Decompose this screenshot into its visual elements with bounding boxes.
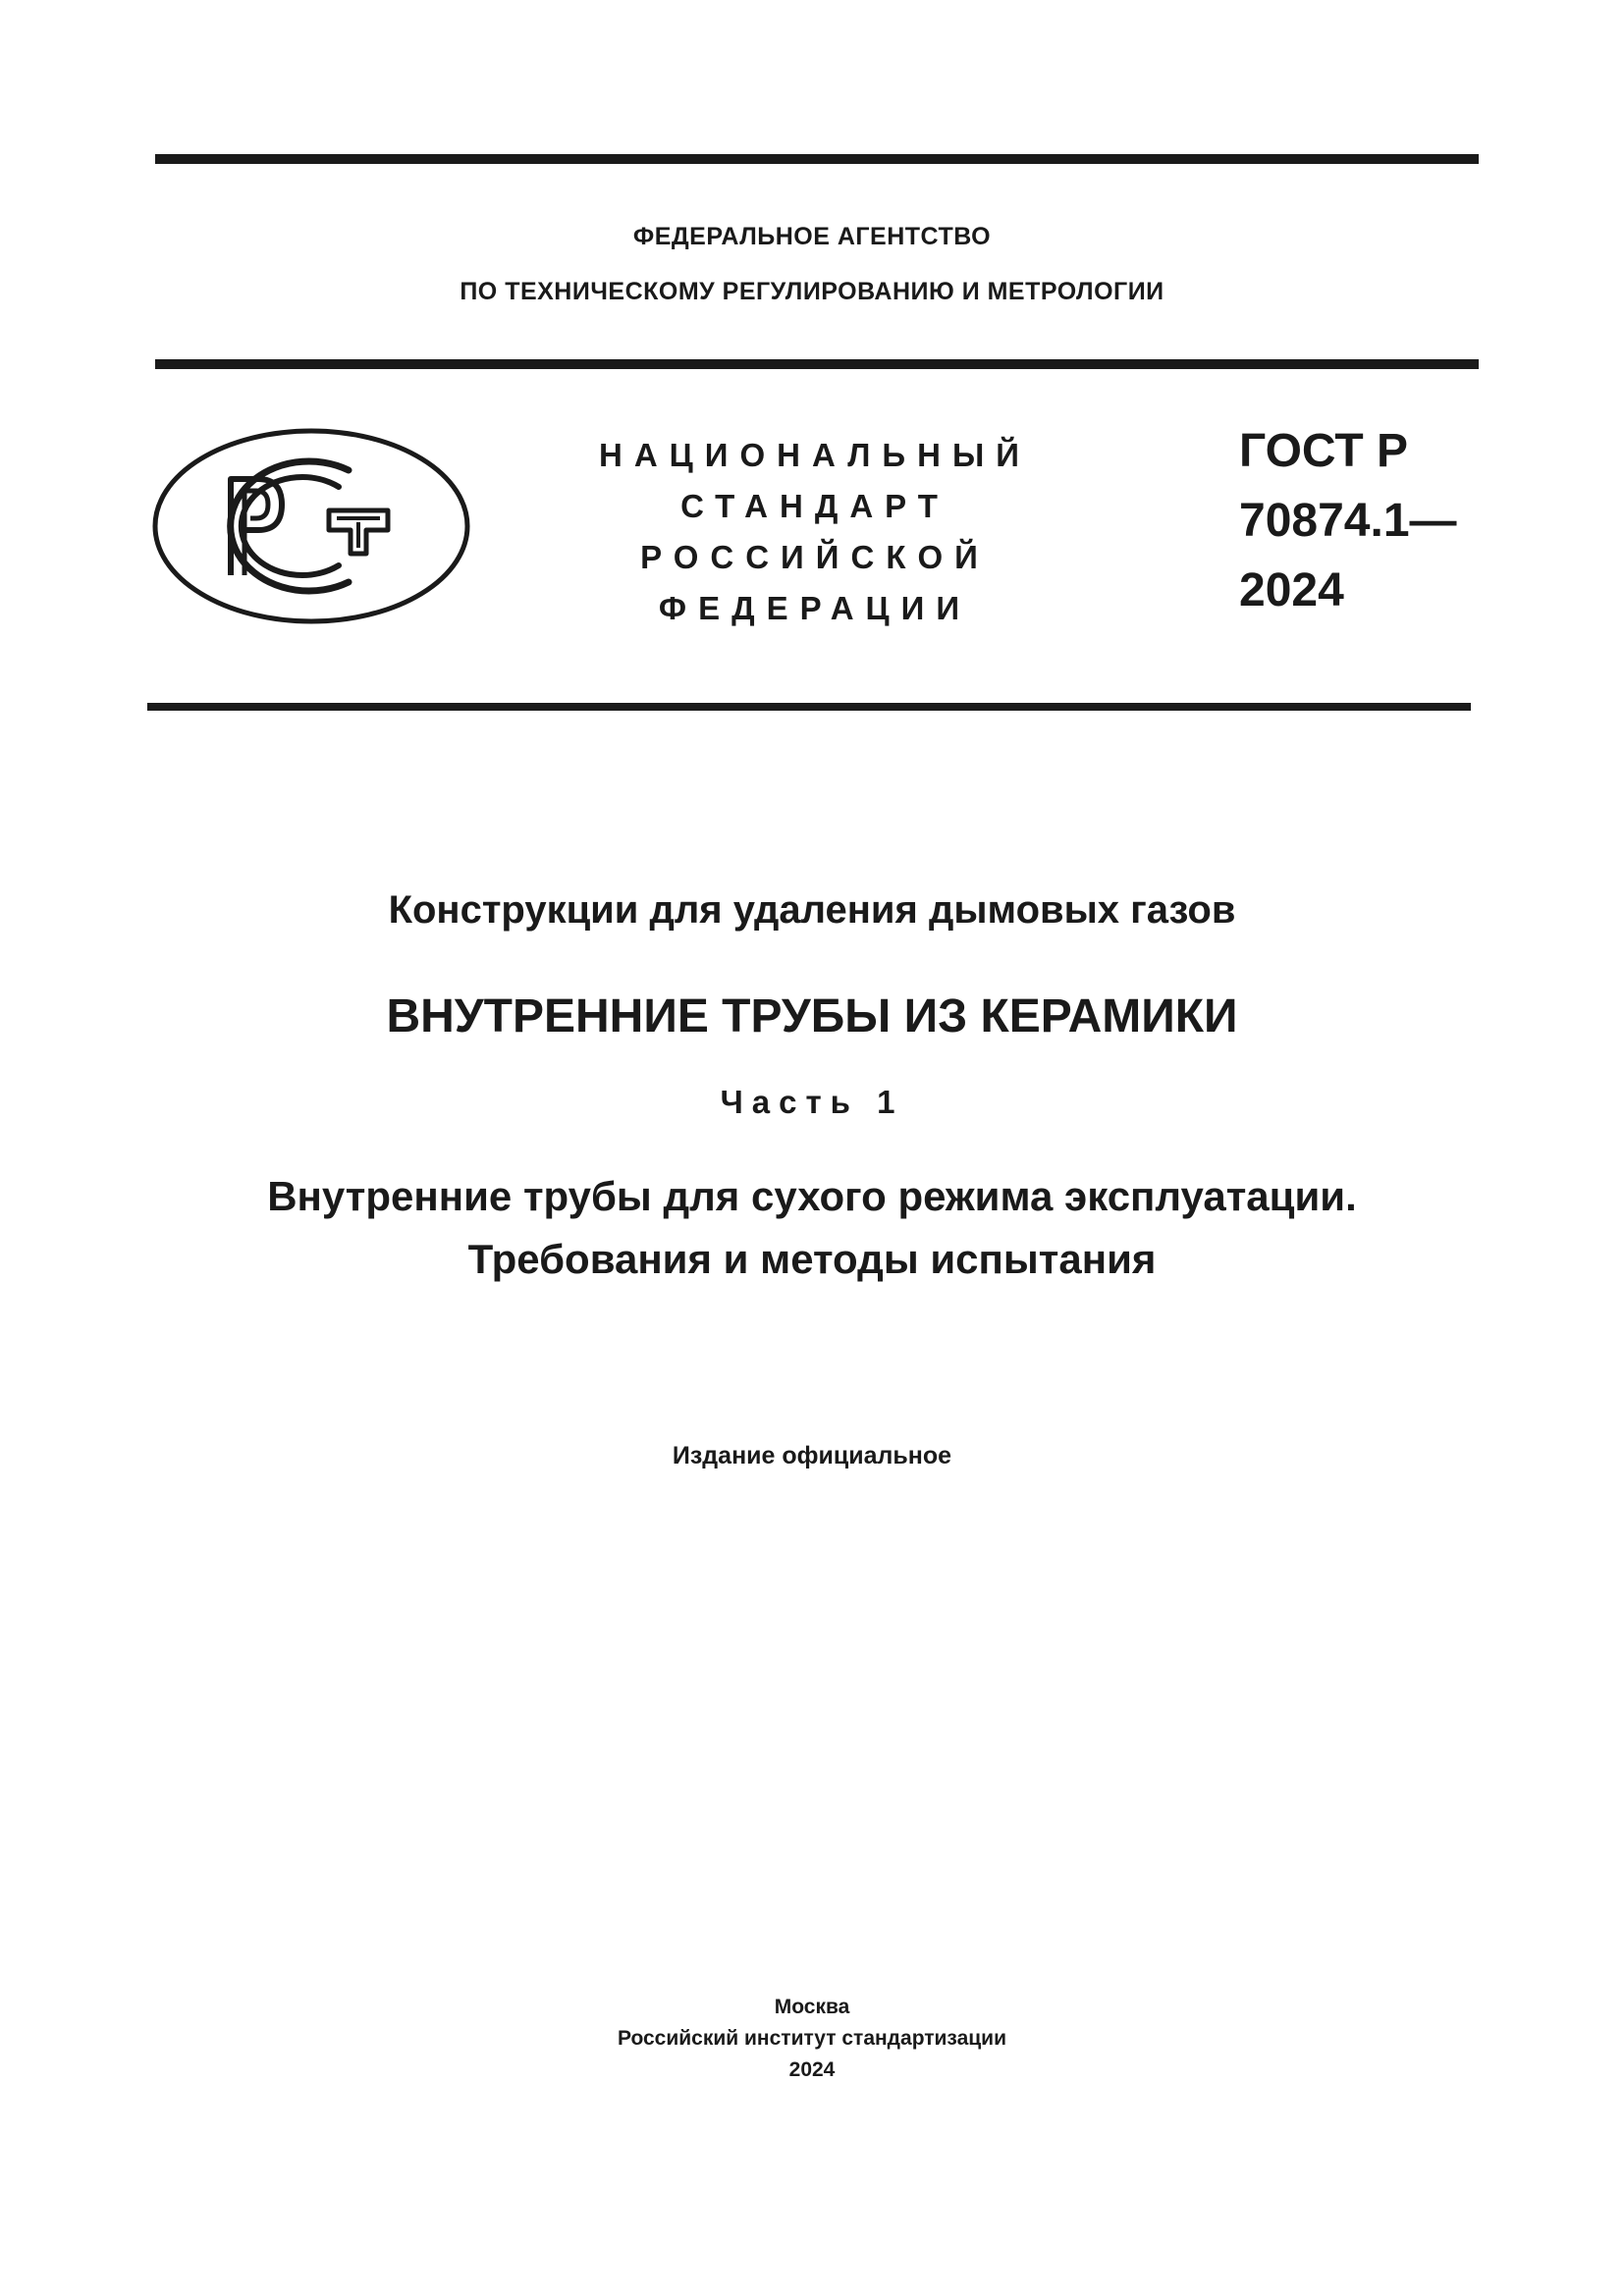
designation-line-1: ГОСТ Р bbox=[1239, 425, 1409, 477]
designation-line-2: 70874.1— bbox=[1239, 495, 1457, 547]
publisher-institute: Российский институт стандартизации bbox=[617, 2027, 1007, 2050]
title-main: ВНУТРЕННИЕ ТРУБЫ ИЗ КЕРАМИКИ bbox=[386, 990, 1238, 1042]
standard-type-line-1: НАЦИОНАЛЬНЫЙ bbox=[599, 437, 1031, 473]
publisher-city: Москва bbox=[774, 1996, 850, 2018]
title-subtitle-line-1: Внутренние трубы для сухого режима эксплуатации. bbox=[267, 1173, 1357, 1219]
standard-type-line-3: РОССИЙСКОЙ bbox=[640, 539, 990, 575]
designation-line-3: 2024 bbox=[1239, 564, 1344, 616]
edition-label: Издание официальное bbox=[672, 1442, 952, 1469]
agency-name-line-1: ФЕДЕРАЛЬНОЕ АГЕНТСТВО bbox=[632, 223, 992, 250]
title-subtitle-line-2: Требования и методы испытания bbox=[467, 1236, 1157, 1282]
standard-type-line-4: ФЕДЕРАЦИИ bbox=[658, 590, 972, 626]
rst-certification-mark-icon bbox=[152, 428, 470, 624]
publisher-year: 2024 bbox=[788, 2058, 836, 2081]
title-part: Часть 1 bbox=[720, 1084, 904, 1120]
agency-name-line-2: ПО ТЕХНИЧЕСКОМУ РЕГУЛИРОВАНИЮ И МЕТРОЛОГИИ bbox=[460, 278, 1164, 305]
bottom-divider bbox=[147, 703, 1471, 711]
top-divider bbox=[155, 154, 1479, 164]
title-construction: Конструкции для удаления дымовых газов bbox=[388, 888, 1236, 932]
middle-divider bbox=[155, 359, 1479, 369]
standard-type-line-2: СТАНДАРТ bbox=[680, 488, 949, 524]
